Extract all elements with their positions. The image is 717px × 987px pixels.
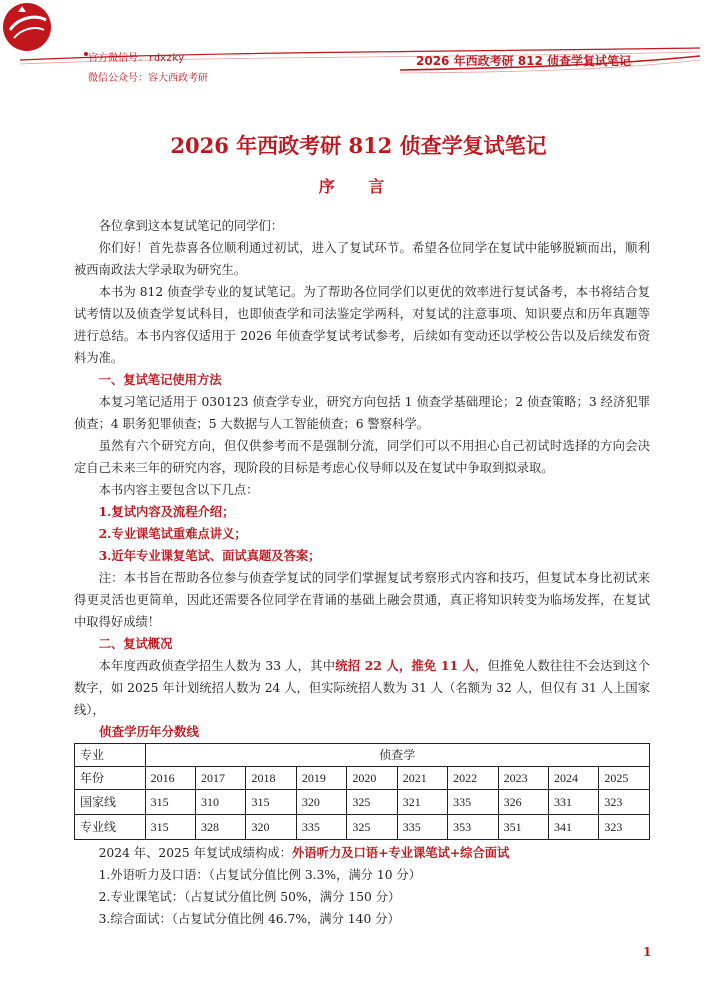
composition-item: 2.专业课笔试：（占复试分值比例 50%，满分 150 分）: [98, 890, 401, 904]
table-cell: 315: [145, 815, 195, 840]
table-cell: 325: [347, 790, 397, 815]
table-cell: 325: [347, 815, 397, 840]
table-cell: 331: [549, 790, 599, 815]
document-subtitle: 序 言: [318, 177, 399, 196]
table-cell: 2017: [196, 767, 246, 790]
paragraph-6-b: ，但推免人数往往不会达到这个数字，如 2025 年计划统招人数为 24 人，但实际统招人数为 31 人（名额为 32 人，但仅有 31 人上国家线），: [74, 659, 650, 717]
paragraph-4: 虽然有六个研究方向，但仅供参考而不是强制分流，同学们可以不用担心自己初试时选择的方向会决定自己未来三年的研究内容，现阶段的目标是考虑心仪导师以及在复试中争取到拟录取。: [74, 439, 650, 475]
document-title: 2026 年西政考研 812 侦查学复试笔记: [170, 133, 547, 158]
composition-item: 1.外语听力及口语：（占复试分值比例 3.3%，满分 10 分）: [98, 868, 422, 882]
page-header: [0, 0, 717, 100]
list-item: 3.近年专业课复笔试、面试真题及答案；: [98, 548, 321, 563]
table-cell: 专业: [75, 744, 146, 767]
table-cell: 323: [599, 815, 650, 840]
table-cell: 323: [599, 790, 650, 815]
score-table: [74, 743, 650, 840]
table-cell: 321: [397, 790, 447, 815]
table-cell: 2023: [498, 767, 548, 790]
paragraph-2: 本书为 812 侦查学专业的复试笔记。为了帮助各位同学们以更优的效率进行复试备考，本书将结合复试考情以及侦查学复试科目，也即侦查学和司法鉴定学两科，对复试的注意事项、知识要点和历年真题等进行总结。本书内容仅适用于 2026 年侦查学复试考试参考，后续如有变动还以学校公告以及后续发布资料为准。: [74, 285, 650, 365]
table-row: [75, 767, 650, 790]
section-heading-1: 一、复试笔记使用方法: [98, 372, 222, 387]
paragraph-6-a: 本年度西政侦查学招生人数为 33 人，其中: [98, 659, 336, 673]
table-cell: 326: [498, 790, 548, 815]
paragraph-3: 本复习笔记适用于 030123 侦查学专业，研究方向包括 1 侦查学基础理论；2 侦查策略；3 经济犯罪侦查；4 职务犯罪侦查；5 大数据与人工智能侦查；6 警察科学。: [74, 395, 650, 431]
paragraph-1: 你们好！首先恭喜各位顺利通过初试，进入了复试环节。希望各位同学在复试中能够脱颖而出，顺利被西南政法大学录取为研究生。: [74, 241, 650, 277]
composition-item: 3.综合面试：（占复试分值比例 46.7%，满分 140 分）: [98, 912, 400, 926]
paragraph-5: 本书内容主要包含以下几点：: [98, 483, 259, 497]
section-heading-2: 二、复试概况: [98, 636, 173, 651]
table-cell: 2021: [397, 767, 447, 790]
table-cell: 2018: [246, 767, 296, 790]
table-cell: 2022: [448, 767, 498, 790]
table-row: [75, 744, 650, 767]
composition-highlight: 外语听力及口语+专业课笔试+综合面试: [291, 845, 510, 860]
table-cell: 335: [448, 790, 498, 815]
paragraph-6: [74, 655, 650, 721]
table-cell: 2024: [549, 767, 599, 790]
table-cell: 315: [246, 790, 296, 815]
table-cell: 335: [397, 815, 447, 840]
table-cell: 2019: [296, 767, 346, 790]
header-note-title: 2026 年西政考研 812 侦查学复试笔记: [416, 54, 631, 68]
logo-icon: [0, 0, 54, 54]
table-cell: 侦查学: [145, 744, 649, 767]
table-cell: 310: [196, 790, 246, 815]
document-body: [74, 215, 650, 930]
table-cell: 国家线: [75, 790, 146, 815]
table-caption: 侦查学历年分数线: [99, 724, 200, 739]
table-cell: 335: [296, 815, 346, 840]
table-cell: 2025: [599, 767, 650, 790]
table-row: [75, 790, 650, 815]
table-cell: 328: [196, 815, 246, 840]
table-cell: 2020: [347, 767, 397, 790]
composition-line: [74, 842, 650, 864]
greeting: 各位拿到这本复试笔记的同学们：: [98, 219, 284, 233]
table-cell: 320: [246, 815, 296, 840]
public-account-text: 微信公众号：容大西政考研: [88, 73, 208, 84]
table-cell: 2016: [145, 767, 195, 790]
enrollment-highlight: 统招 22 人，推免 11 人: [335, 658, 476, 673]
wechat-official-text: 官方微信号：rdxzky: [88, 53, 185, 64]
table-row: [75, 815, 650, 840]
table-cell: 351: [498, 815, 548, 840]
note-paragraph: 注：本书旨在帮助各位参与侦查学复试的同学们掌握复试考察形式内容和技巧，但复试本身比初试来得更灵活也更简单，因此还需要各位同学在背诵的基础上融会贯通，真正将知识转变为临场发挥，在复试中取得好成绩！: [74, 571, 650, 629]
page-number: 1: [643, 945, 652, 959]
list-item: 1.复试内容及流程介绍；: [98, 504, 235, 519]
table-cell: 专业线: [75, 815, 146, 840]
table-cell: 353: [448, 815, 498, 840]
table-cell: 341: [549, 815, 599, 840]
table-cell: 年份: [75, 767, 146, 790]
composition-label: 2024 年、2025 年复试成绩构成：: [98, 846, 292, 860]
list-item: 2.专业课笔试重难点讲义；: [98, 526, 247, 541]
table-cell: 320: [296, 790, 346, 815]
table-cell: 315: [145, 790, 195, 815]
